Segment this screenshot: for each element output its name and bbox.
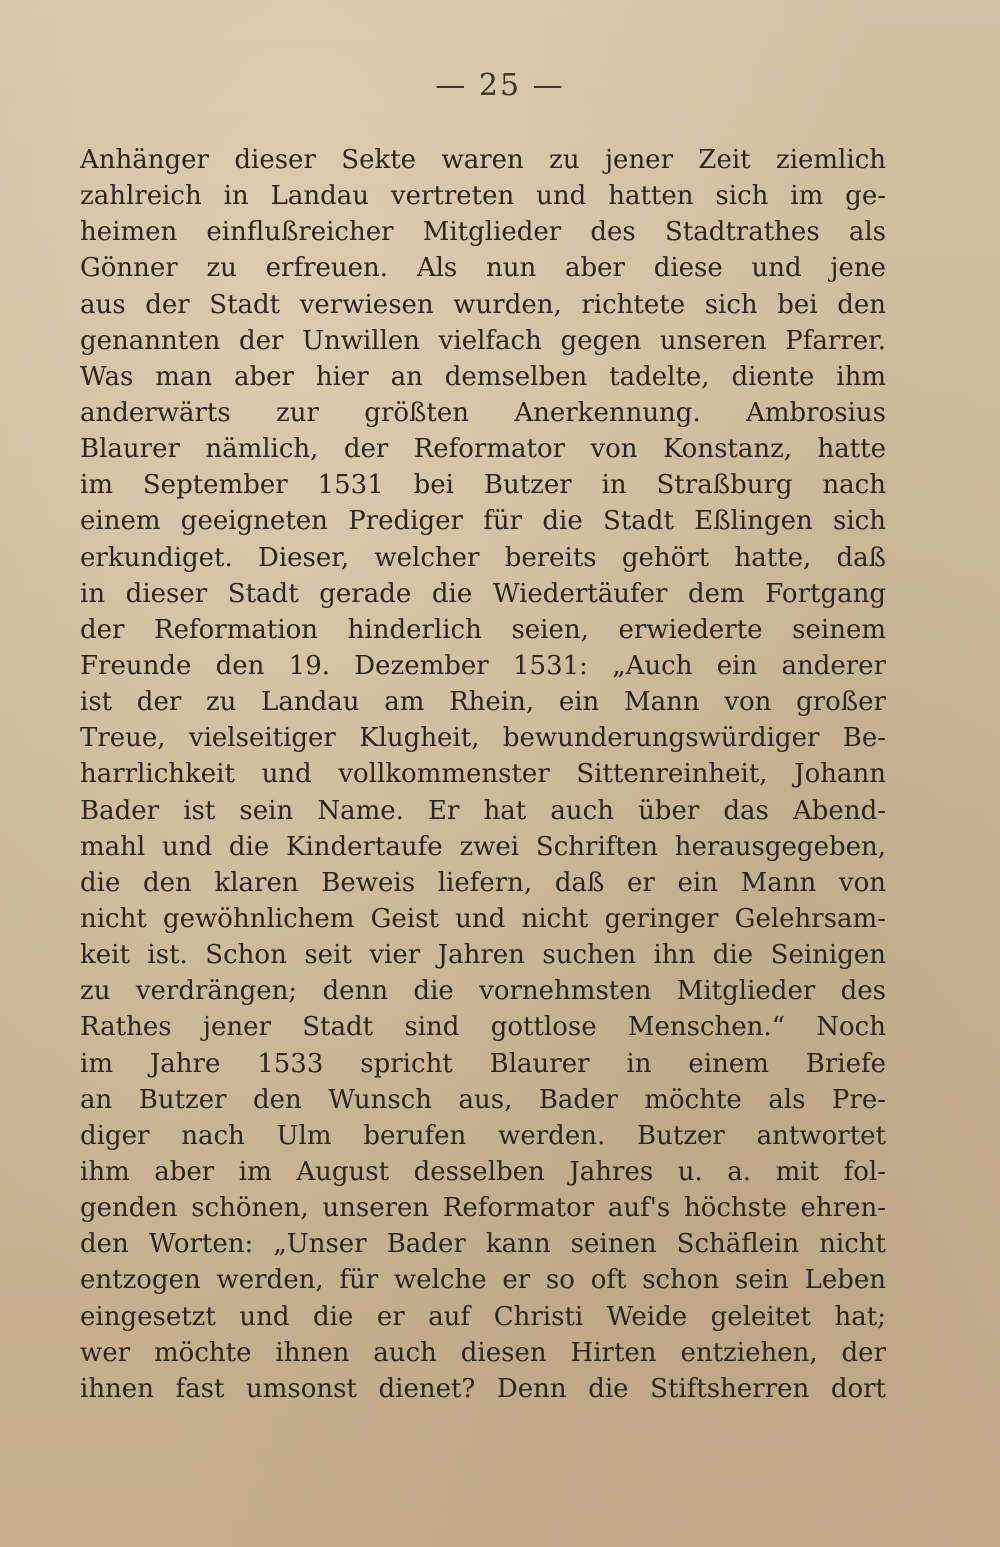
body-text: [80, 142, 886, 1407]
text-line: der Reformation hinderlich seien, erwiederte seinem: [80, 614, 886, 645]
text-line: genannten der Unwillen vielfach gegen unseren Pfarrer.: [80, 325, 886, 356]
text-line: den Worten: „Unser Bader kann seinen Schäflein nicht: [80, 1229, 886, 1260]
text-line: diger nach Ulm berufen werden. Butzer antwortet: [80, 1120, 886, 1151]
text-line: keit ist. Schon seit vier Jahren suchen ihn die Seinigen: [80, 940, 886, 971]
text-line: harrlichkeit und vollkommenster Sittenreinheit, Johann: [80, 759, 886, 790]
text-line: im September 1531 bei Butzer in Straßburg nach: [80, 470, 886, 501]
text-line: ist der zu Landau am Rhein, ein Mann von großer: [80, 687, 886, 718]
text-line: zu verdrängen; denn die vornehmsten Mitglieder des: [80, 976, 886, 1007]
text-line: zahlreich in Landau vertreten und hatten sich im ge-: [80, 181, 886, 212]
text-line: aus der Stadt verwiesen wurden, richtete sich bei den: [80, 289, 886, 320]
text-line: eingesetzt und die er auf Christi Weide geleitet hat;: [80, 1301, 886, 1332]
text-line: anderwärts zur größten Anerkennung. Ambrosius: [80, 397, 886, 428]
text-line: mahl und die Kindertaufe zwei Schriften herausgegeben,: [80, 831, 886, 862]
text-line: Treue, vielseitiger Klugheit, bewunderungswürdiger Be-: [80, 723, 886, 754]
text-line: Bader ist sein Name. Er hat auch über das Abend-: [80, 795, 886, 826]
text-line: ihm aber im August desselben Jahres u. a. mit fol-: [80, 1156, 886, 1187]
text-line: die den klaren Beweis liefern, daß er ein Mann von: [80, 867, 886, 898]
text-line: in dieser Stadt gerade die Wiedertäufer dem Fortgang: [80, 578, 886, 609]
text-line: Anhänger dieser Sekte waren zu jener Zeit ziemlich: [80, 145, 886, 175]
text-line: erkundiget. Dieser, welcher bereits gehört hatte, daß: [80, 542, 886, 573]
text-line: ihnen fast umsonst dienet? Denn die Stiftsherren dort: [80, 1373, 886, 1404]
text-line: einem geeigneten Prediger für die Stadt Eßlingen sich: [80, 506, 886, 537]
text-line: Was man aber hier an demselben tadelte, diente ihm: [80, 361, 886, 392]
text-line: Rathes jener Stadt sind gottlose Menschen.“ Noch: [80, 1012, 886, 1043]
text-line: heimen einflußreicher Mitglieder des Stadtrathes als: [80, 217, 886, 248]
text-line: nicht gewöhnlichem Geist und nicht geringer Gelehrsam-: [80, 903, 886, 934]
text-line: Blaurer nämlich, der Reformator von Konstanz, hatte: [80, 434, 886, 465]
text-line: Gönner zu erfreuen. Als nun aber diese und jene: [80, 253, 886, 284]
text-line: im Jahre 1533 spricht Blaurer in einem Briefe: [80, 1048, 886, 1079]
text-line: Freunde den 19. Dezember 1531: „Auch ein anderer: [80, 650, 886, 681]
text-line: an Butzer den Wunsch aus, Bader möchte als Pre-: [80, 1084, 886, 1115]
text-line: genden schönen, unseren Reformator auf's höchste ehren-: [80, 1193, 886, 1224]
text-line: wer möchte ihnen auch diesen Hirten entziehen, der: [80, 1337, 886, 1368]
page-number: — 25 —: [435, 68, 565, 103]
text-line: entzogen werden, für welche er so oft schon sein Leben: [80, 1265, 886, 1296]
